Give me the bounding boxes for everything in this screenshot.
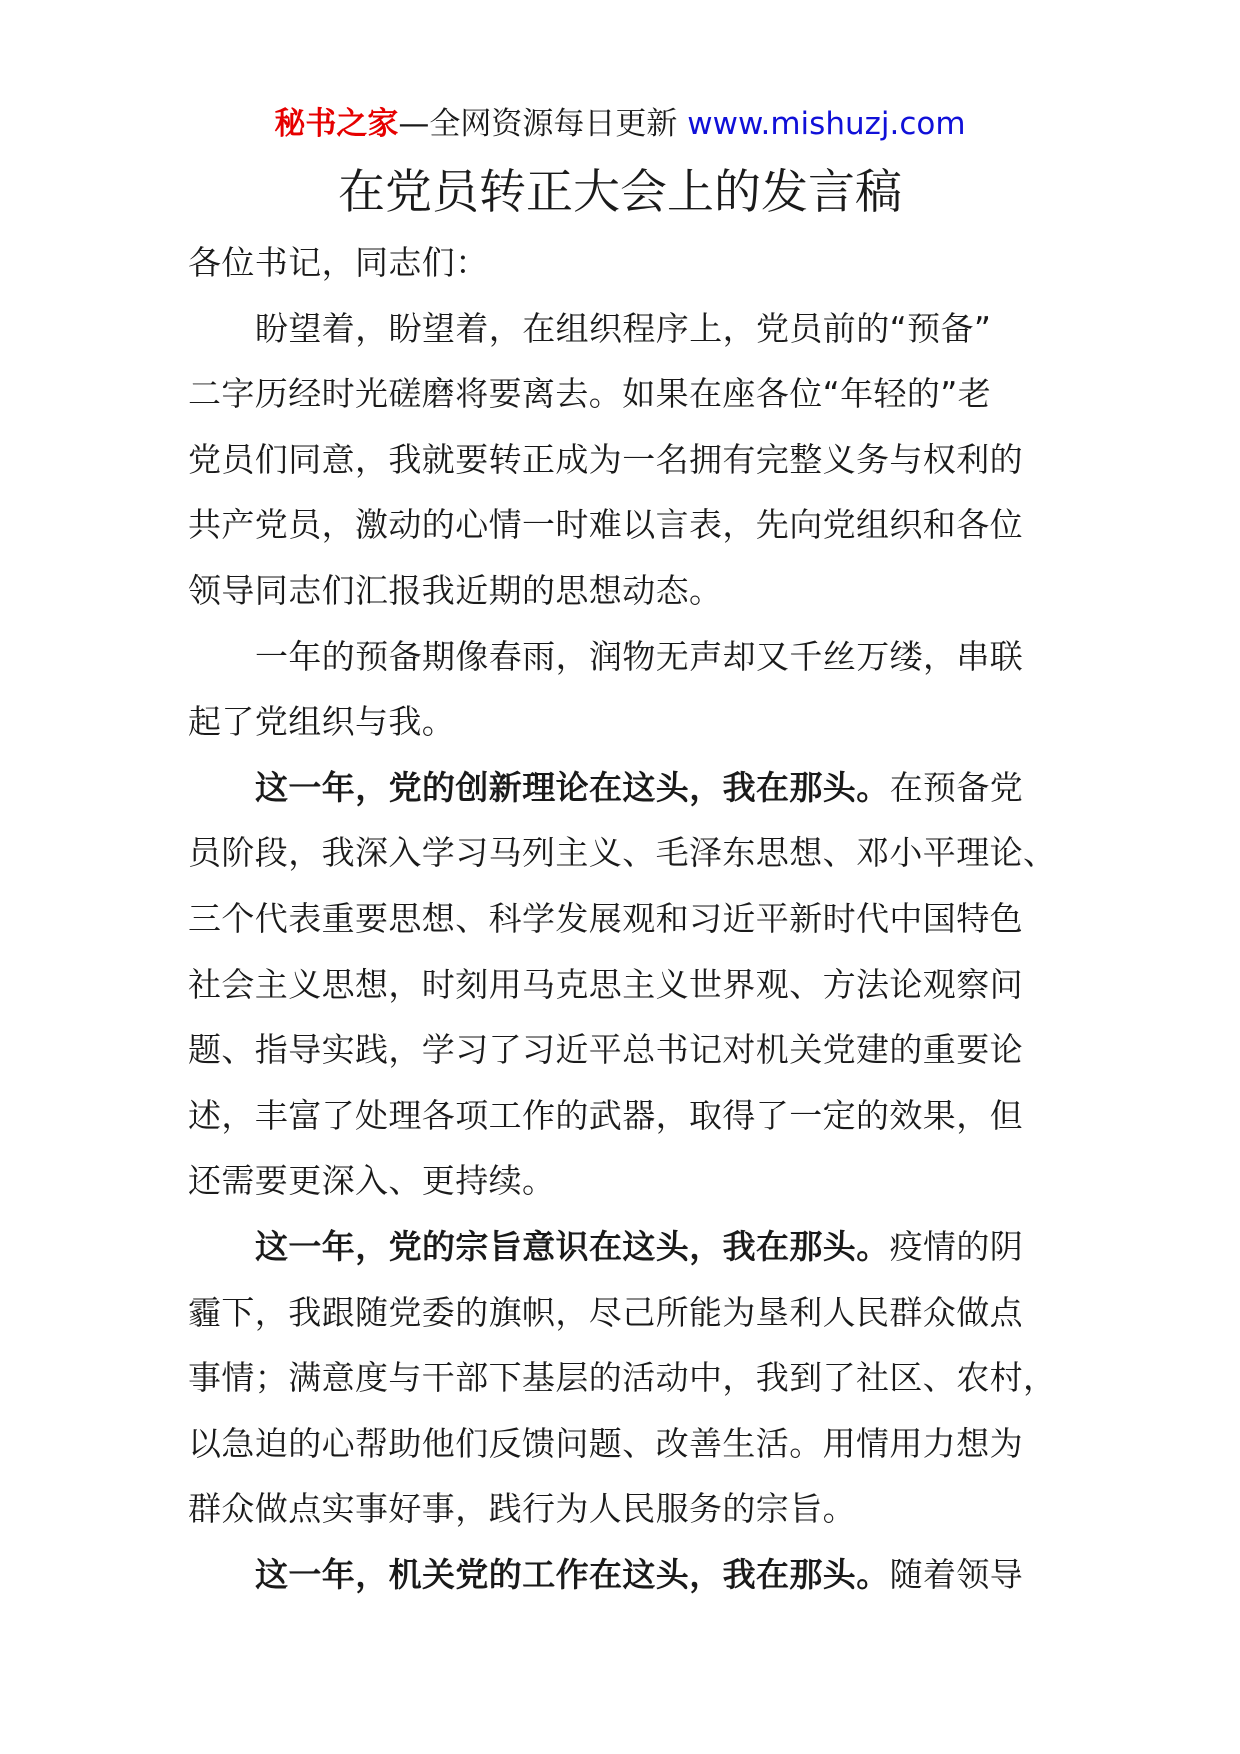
paragraph-line: 盼望着，盼望着，在组织程序上，党员前的“预备” [255,308,992,348]
brand-name: 秘书之家 [274,106,399,142]
paragraph-line: 社会主义思想，时刻用马克思主义世界观、方法论观察问 [188,964,1023,1004]
paragraph-text: 随着领导 [889,1554,1024,1594]
paragraph-line: 事情；满意度与干部下基层的活动中，我到了社区、农村， [188,1358,1057,1398]
paragraph-line: 还需要更深入、更持续。 [188,1161,556,1201]
paragraph-line: 以急迫的心帮助他们反馈问题、改善生活。用情用力想为 [188,1423,1023,1463]
paragraph-first-line [188,1214,1036,1280]
paragraph-line: 领导同志们汇报我近期的思想动态。 [188,570,723,610]
paragraph-line: 三个代表重要思想、科学发展观和习近平新时代中国特色 [188,898,1023,938]
header-slogan: —全网资源每日更新 [398,106,688,142]
paragraph-line: 员阶段，我深入学习马列主义、毛泽东思想、邓小平理论、 [188,833,1057,873]
paragraph-line: 一年的预备期像春雨，润物无声却又千丝万缕，串联 [255,636,1024,676]
paragraph-text: 疫情的阴 [889,1226,1024,1266]
paragraph-first-line [188,1542,1036,1608]
site-header [0,102,1240,146]
paragraph-line: 起了党组织与我。 [188,702,456,742]
paragraph-line: 题、指导实践，学习了习近平总书记对机关党建的重要论 [188,1030,1023,1070]
paragraph-lead: 这一年，机关党的工作在这头，我在那头。 [255,1554,890,1594]
paragraph-line: 群众做点实事好事，践行为人民服务的宗旨。 [188,1489,856,1529]
salutation: 各位书记，同志们： [188,243,489,282]
paragraph-line: 共产党员，激动的心情一时难以言表，先向党组织和各位 [188,505,1023,545]
document-title: 在党员转正大会上的发言稿 [338,165,902,220]
paragraph-line: 霾下，我跟随党委的旗帜，尽己所能为垦利人民群众做点 [188,1292,1023,1332]
paragraph-line: 述，丰富了处理各项工作的武器，取得了一定的效果，但 [188,1095,1023,1135]
paragraph-lead: 这一年，党的创新理论在这头，我在那头。 [255,767,890,807]
paragraph-line: 党员们同意，我就要转正成为一名拥有完整义务与权利的 [188,439,1023,479]
document-body [188,230,1057,1607]
paragraph-lead: 这一年，党的宗旨意识在这头，我在那头。 [255,1226,890,1266]
site-url-link[interactable]: www.mishuzj.com [687,106,966,142]
paragraph-text: 在预备党 [889,767,1024,807]
paragraph-line: 二字历经时光磋磨将要离去。如果在座各位“年轻的”老 [188,374,992,414]
paragraph-first-line [188,755,1036,821]
